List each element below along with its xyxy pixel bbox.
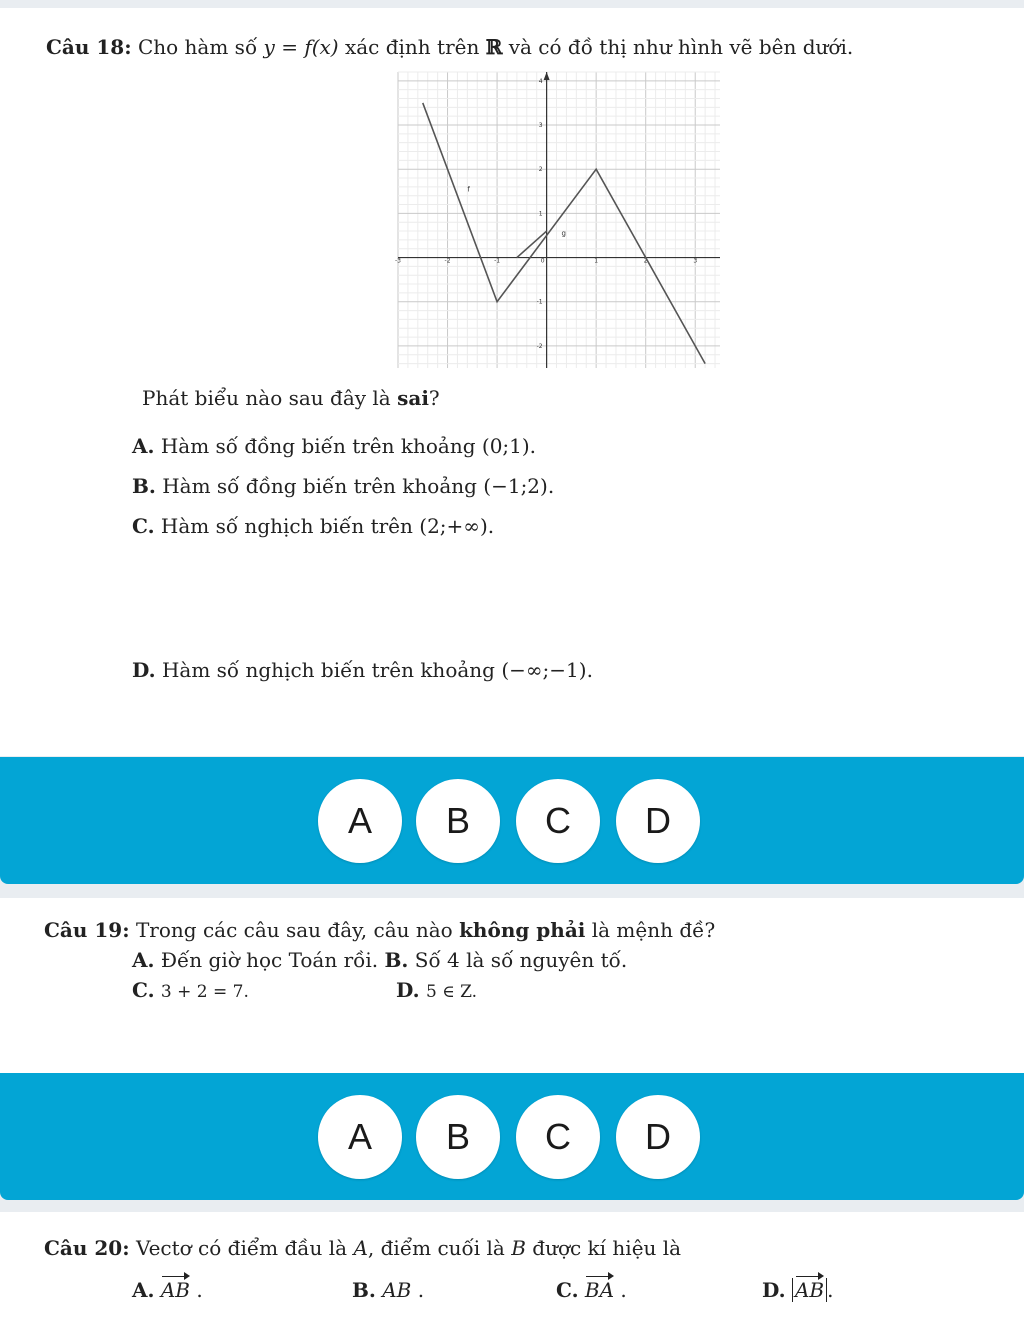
x-tick-label: 3 <box>693 257 698 265</box>
answer-bar-18 <box>0 757 1024 884</box>
question-19-label: Câu 19: <box>44 918 130 942</box>
answer-c-button[interactable]: C <box>516 779 600 863</box>
question-18-set-symbol: ℝ <box>485 35 503 59</box>
question-19-stem <box>44 918 715 942</box>
y-tick-label: 3 <box>538 122 543 130</box>
x-tick-label: 2 <box>643 257 648 265</box>
question-20-option-b: B. AB . <box>352 1278 425 1302</box>
option-math: (0;1). <box>481 434 537 458</box>
annotation-label: g <box>561 229 566 238</box>
vector-ba: BA <box>584 1278 615 1302</box>
question-18-equation: y = f(x) <box>263 35 339 59</box>
question-19-card <box>0 898 1024 1074</box>
function-graph <box>395 72 720 368</box>
option-text: Số 4 là số nguyên tố. <box>414 948 628 972</box>
question-20-card <box>0 1212 1024 1318</box>
question-19-options-ab <box>132 948 627 972</box>
question-18-card <box>0 8 1024 756</box>
vector-magnitude <box>792 1278 827 1302</box>
option-text: Đến giờ học Toán rồi. <box>160 948 379 972</box>
prompt-bold: sai <box>397 386 429 410</box>
option-math: 3 + 2 = 7. <box>160 982 249 1002</box>
question-19-stem-bold: không phải <box>459 918 586 942</box>
question-19-option-d <box>396 978 477 1002</box>
y-tick-label: 4 <box>538 77 543 85</box>
vector-ab-abs: AB <box>794 1278 825 1302</box>
question-18-option-a <box>132 434 536 458</box>
question-18-option-d <box>132 658 593 682</box>
question-20-stem-pre: Vectơ có điểm đầu là <box>135 1236 348 1260</box>
question-19-stem-pre: Trong các câu sau đây, câu nào <box>135 918 453 942</box>
question-19-stem-post: là mệnh đề? <box>591 918 716 942</box>
option-math: (−1;2). <box>483 474 555 498</box>
option-letter: A. <box>132 434 155 458</box>
option-math: (2;+∞). <box>419 514 495 538</box>
answer-bar-19 <box>0 1073 1024 1200</box>
x-tick-label: -2 <box>444 257 451 265</box>
answer-a-button[interactable]: A <box>318 1095 402 1179</box>
answer-a-button[interactable]: A <box>318 779 402 863</box>
answer-d-button[interactable]: D <box>616 1095 700 1179</box>
option-letter: D. <box>396 978 420 1002</box>
question-20-stem <box>44 1236 681 1260</box>
answer-d-button[interactable]: D <box>616 779 700 863</box>
x-tick-label: 1 <box>594 257 599 265</box>
option-letter: B. <box>132 474 156 498</box>
question-20-label: Câu 20: <box>44 1236 130 1260</box>
option-text: Hàm số đồng biến trên khoảng <box>162 474 477 498</box>
option-math: 5 ∈ Z. <box>425 982 478 1002</box>
question-18-stem <box>46 35 853 59</box>
question-18-option-c <box>132 514 494 538</box>
series-line-g <box>517 231 547 258</box>
vector-ab: AB <box>160 1278 190 1302</box>
option-text: Hàm số đồng biến trên khoảng <box>160 434 476 458</box>
option-text: Hàm số nghịch biến trên <box>160 514 413 538</box>
prompt-post: ? <box>428 386 440 410</box>
answer-b-button[interactable]: B <box>416 1095 500 1179</box>
question-18-label: Câu 18: <box>46 35 132 59</box>
question-18-option-b <box>132 474 554 498</box>
point-a: A <box>353 1236 368 1260</box>
point-b: B <box>511 1236 526 1260</box>
option-letter: D. <box>132 658 156 682</box>
y-axis-arrow <box>544 72 550 80</box>
prompt-pre: Phát biểu nào sau đây là <box>142 386 391 410</box>
question-20-option-c: C. BA . <box>556 1278 627 1302</box>
question-20-option-d: D. AB . <box>762 1278 834 1302</box>
question-18-stem-post: và có đồ thị như hình vẽ bên dưới. <box>508 35 854 59</box>
question-20-stem-mid: , điểm cuối là <box>367 1236 505 1260</box>
question-19-option-c <box>132 978 249 1002</box>
answer-c-button[interactable]: C <box>516 1095 600 1179</box>
question-18-stem-pre: Cho hàm số <box>137 35 258 59</box>
option-letter: C. <box>556 1278 579 1302</box>
option-letter: A. <box>132 1278 155 1302</box>
segment-ab: AB <box>382 1278 412 1302</box>
option-letter: D. <box>762 1278 786 1302</box>
question-20-option-a: A. AB . <box>132 1278 203 1302</box>
option-letter: C. <box>132 514 155 538</box>
question-18-prompt <box>142 386 440 410</box>
answer-b-button[interactable]: B <box>416 779 500 863</box>
x-tick-label: -3 <box>395 257 401 265</box>
y-tick-label: 2 <box>538 166 543 174</box>
option-letter: C. <box>132 978 155 1002</box>
option-math: (−∞;−1). <box>501 658 593 682</box>
option-text: Hàm số nghịch biến trên khoảng <box>161 658 495 682</box>
origin-label: 0 <box>540 257 545 265</box>
option-letter: A. <box>132 948 155 972</box>
x-tick-label: -1 <box>494 257 501 265</box>
y-tick-label: 1 <box>538 210 543 218</box>
y-tick-label: -1 <box>536 298 543 306</box>
annotation-label: f <box>467 185 470 194</box>
option-letter: B. <box>384 948 409 972</box>
question-20-stem-post: được kí hiệu là <box>532 1236 682 1260</box>
option-letter: B. <box>352 1278 376 1302</box>
question-18-stem-mid: xác định trên <box>344 35 480 59</box>
y-tick-label: -2 <box>536 342 543 350</box>
